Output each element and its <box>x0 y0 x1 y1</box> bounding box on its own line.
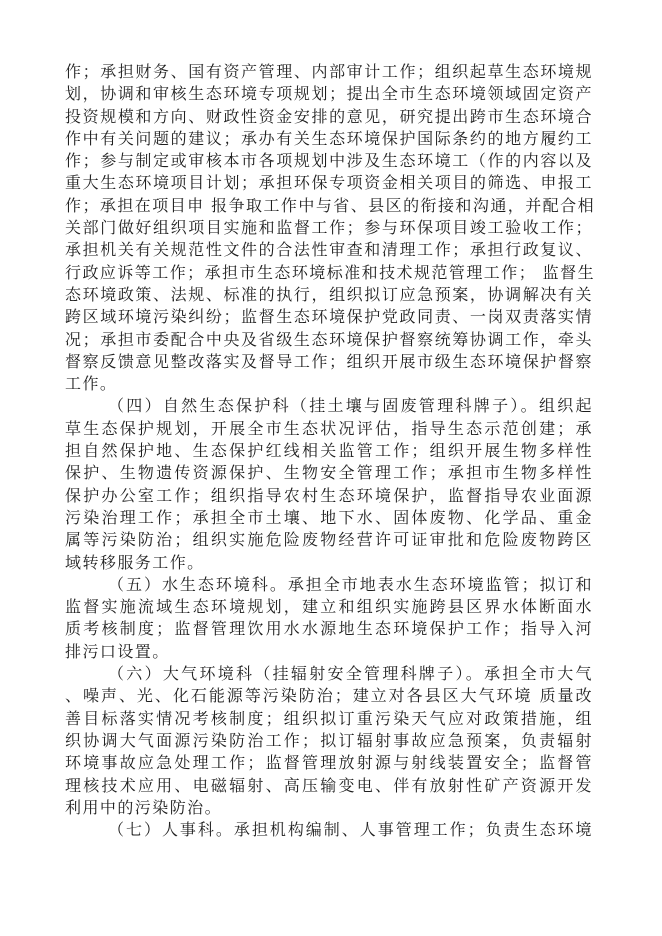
paragraph-first-line: （六）大气环境科（挂辐射安全管理科牌子）。承担全市大气 <box>108 664 593 684</box>
text-line: 行政应诉等工作；承担市生态环境标准和技术规范管理工作； 监督生 <box>65 262 596 282</box>
text-line: 投资规模和方向、财政性资金安排的意见，研究提出跨市生态环境合 <box>65 106 593 126</box>
paragraph-first-line: （四）自然生态保护科（挂土壤与固废管理科牌子）。组织起 <box>108 396 593 416</box>
text-line: 作；承担财务、国有资产管理、内部审计工作；组织起草生态环境规 <box>65 62 593 81</box>
paragraph-first-line: （五）水生态环境科。承担全市地表水生态环境监管；拟订和 <box>108 574 593 594</box>
text-line: 理核技术应用、电磁辐射、高压输变电、伴有放射性矿产资源开发 <box>65 775 593 795</box>
paragraph-first-line: （七）人事科。承担机构编制、人事管理工作；负责生态环境 <box>108 820 593 840</box>
text-line: 质考核制度；监督管理饮用水水源地生态环境保护工作；指导入河 <box>65 619 593 639</box>
text-line: 善目标落实情况考核制度；组织拟订重污染天气应对政策措施，组 <box>65 708 593 728</box>
text-line: 环境事故应急处理工作；监督管理放射源与射线装置安全；监督管 <box>65 753 593 773</box>
text-line: 关部门做好组织项目实施和监督工作；参与环保项目竣工验收工作； <box>65 218 593 238</box>
text-line: 督察反馈意见整改落实及督导工作；组织开展市级生态环境保护督察 <box>65 351 593 371</box>
text-line: 监督实施流域生态环境规划，建立和组织实施跨县区界水体断面水 <box>65 597 593 617</box>
text-line: 跨区域环境污染纠纷；监督生态环境保护党政同责、一岗双责落实情 <box>65 307 593 327</box>
text-line: 域转移服务工作。 <box>65 552 205 572</box>
text-line: 保护、生物遗传资源保护、生物安全管理工作；承担市生物多样性 <box>65 463 593 483</box>
text-line: 属等污染防治；组织实施危险废物经营许可证审批和危险废物跨区 <box>65 530 593 550</box>
text-line: 担自然保护地、生态保护红线相关监管工作；组织开展生物多样性 <box>65 441 593 461</box>
text-line: 、噪声、光、化石能源等污染防治；建立对各县区大气环境 质量改 <box>65 686 593 706</box>
text-line: 况；承担市委配合中央及省级生态环境保护督察统筹协调工作，牵头 <box>65 329 593 349</box>
text-line: 重大生态环境项目计划；承担环保专项资金相关项目的筛选、申报工 <box>65 173 593 193</box>
text-line: 污染治理工作；承担全市土壤、地下水、固体废物、化学品、重金 <box>65 507 593 527</box>
text-line: 态环境政策、法规、标准的执行，组织拟订应急预案，协调解决有关 <box>65 284 593 304</box>
text-line: 作中有关问题的建议；承办有关生态环境保护国际条约的地方履约工 <box>65 128 593 148</box>
text-line: 利用中的污染防治。 <box>65 797 223 817</box>
text-line: 保护办公室工作；组织指导农村生态环境保护，监督指导农业面源 <box>65 485 593 505</box>
text-line: 草生态保护规划，开展全市生态状况评估，指导生态示范创建；承 <box>65 418 593 438</box>
text-line: 工作。 <box>65 374 118 394</box>
text-line: 作；参与制定或审核本市各项规划中涉及生态环境工（作的内容以及 <box>65 151 593 171</box>
text-line: 划，协调和审核生态环境专项规划；提出全市生态环境领域固定资产 <box>65 84 593 104</box>
text-line: 排污口设置。 <box>65 641 170 661</box>
text-line: 承担机关有关规范性文件的合法性审查和清理工作；承担行政复议、 <box>65 240 593 260</box>
text-line: 作；承担在项目申 报争取工作中与省、县区的衔接和沟通，并配合相 <box>65 195 596 215</box>
text-line: 织协调大气面源污染防治工作；拟订辐射事故应急预案，负责辐射 <box>65 730 593 750</box>
document-page <box>65 61 605 841</box>
